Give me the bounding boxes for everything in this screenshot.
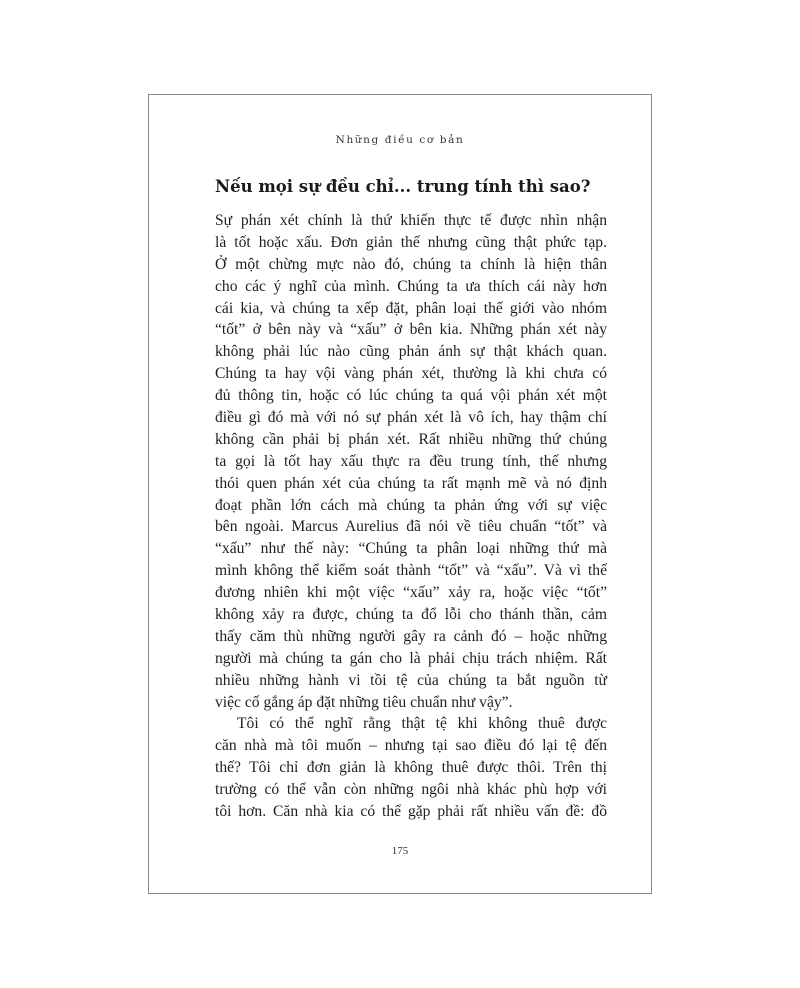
text-line: trường có thể vẫn còn những ngôi nhà khác phù hợp với (215, 781, 607, 799)
text-line: “xấu” như thế này: “Chúng ta phân loại những thứ mà (215, 540, 607, 558)
section-heading: Nếu mọi sự đều chỉ... trung tính thì sao? (215, 177, 591, 196)
text-line: đương nhiên khi một việc “xấu” xảy ra, hoặc việc “tốt” (215, 584, 607, 602)
text-line: không xảy ra được, chúng ta đổ lỗi cho thánh thần, cảm (215, 606, 607, 624)
text-line: tôi hơn. Căn nhà kia có thể gặp phải rất nhiều vấn đề: đồ (215, 803, 607, 821)
text-line: điều gì đó mà với nó sự phán xét là vô ích, hay thậm chí (215, 409, 607, 427)
text-line: không phải lúc nào cũng phản ánh sự thật khách quan. (215, 343, 607, 361)
text-line: Chúng ta hay vội vàng phán xét, thường là khi chưa có (215, 365, 607, 383)
text-line: thấy căm thù những người gây ra cảnh đó – hoặc những (215, 627, 607, 645)
paragraph-1 (215, 210, 607, 713)
text-line: mình không thể kiểm soát thành “tốt” và “xấu”. Và vì thế (215, 562, 607, 580)
text-line: “tốt” ở bên này và “xấu” ở bên kia. Những phán xét này (215, 321, 607, 339)
text-line: bên ngoài. Marcus Aurelius đã nói về tiêu chuẩn “tốt” và (215, 518, 607, 536)
text-line: ta gọi là tốt hay xấu thực ra đều trung tính, thế nhưng (215, 452, 607, 470)
text-line: nhiều những hành vi tồi tệ của chúng ta bắt nguồn từ (215, 671, 607, 689)
text-line: cho các ý nghĩ của mình. Chúng ta ưa thích cái này hơn (215, 277, 607, 295)
text-line: Sự phán xét chính là thứ khiến thực tế được nhìn nhận (215, 212, 607, 229)
text-line: căn nhà mà tôi muốn – nhưng tại sao điều đó lại tệ đến (215, 737, 607, 755)
text-line: người mà chúng ta gán cho là phải chịu trách nhiệm. Rất (215, 649, 607, 667)
text-line: Tôi có thể nghĩ rằng thật tệ khi không thuê được (237, 715, 607, 733)
text-line: cái kia, và chúng ta xếp đặt, phân loại thế giới vào nhóm (215, 299, 607, 317)
text-line: đủ thông tin, hoặc có lúc chúng ta quá vội phán xét một (215, 387, 607, 405)
text-line: là tốt hoặc xấu. Đơn giản thế nhưng cũng thật phức tạp. (215, 233, 607, 251)
page-number: 175 (391, 845, 409, 857)
text-line: thói quen phán xét của chúng ta rất mạnh mẽ và nó định (215, 474, 607, 492)
text-line: thế? Tôi chỉ đơn giản là không thuê được thôi. Trên thị (215, 759, 607, 777)
paragraph-2 (215, 713, 607, 822)
text-line: việc cố gắng áp đặt những tiêu chuẩn như vậy”. (215, 693, 513, 711)
text-line: Ở một chừng mực nào đó, chúng ta chính là hiện thân (215, 255, 607, 273)
text-line: đoạt phần lớn cách mà chúng ta phản ứng với sự việc (215, 496, 607, 514)
running-head: Những điều cơ bản (335, 134, 465, 146)
book-page (148, 94, 652, 894)
body-text (215, 210, 607, 823)
text-line: không cần phải bị phán xét. Rất nhiều những thứ chúng (215, 430, 607, 448)
